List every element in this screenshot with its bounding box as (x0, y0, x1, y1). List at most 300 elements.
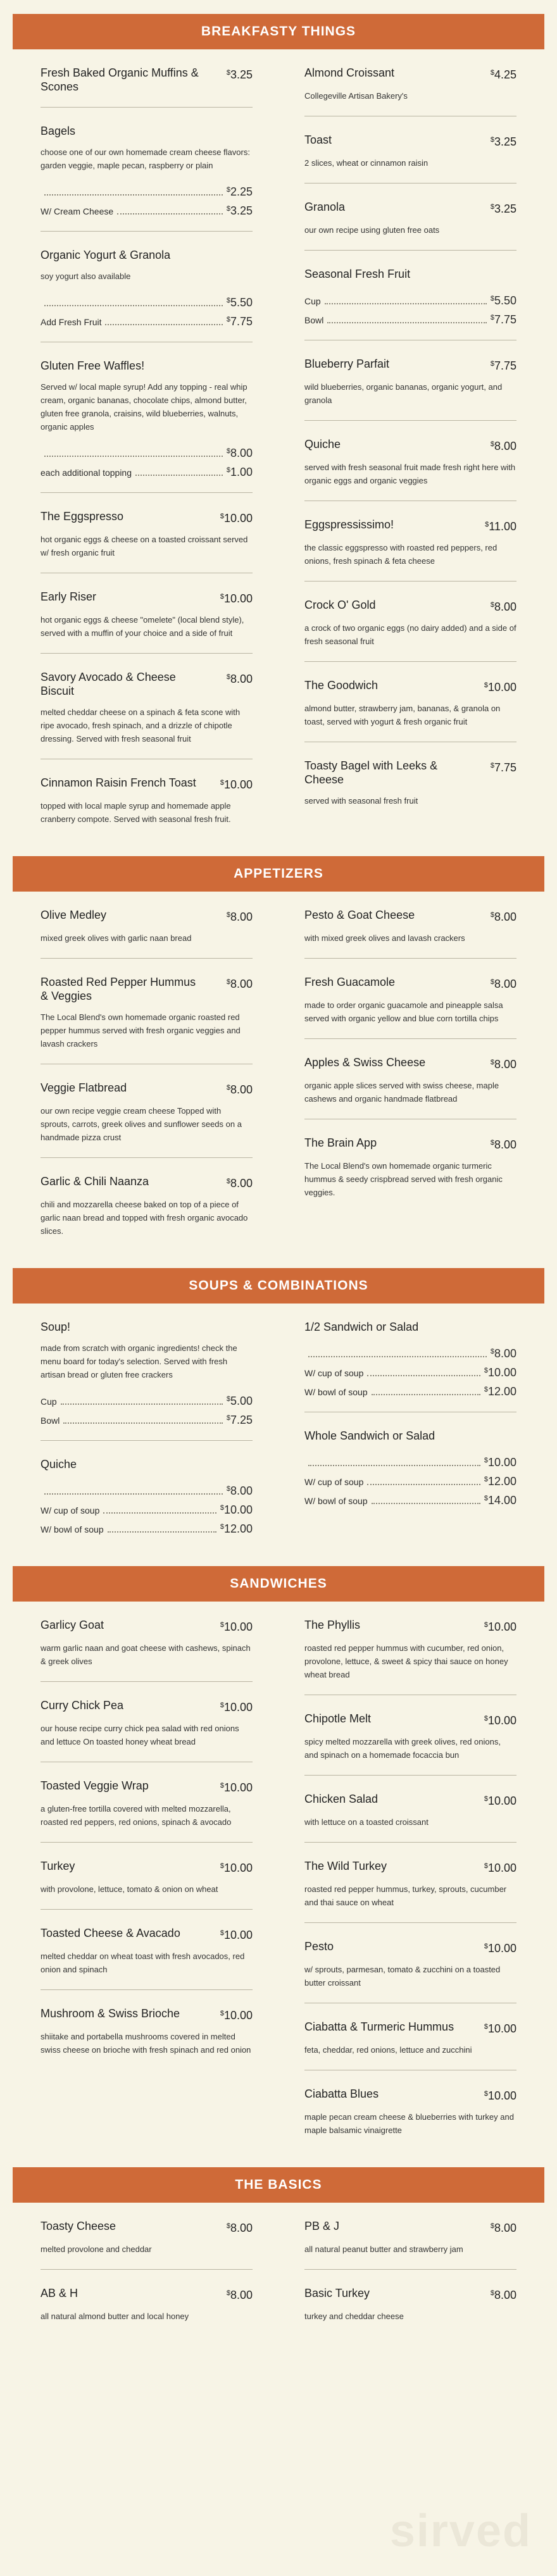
price-value: 10.00 (223, 512, 253, 525)
currency-symbol: $ (220, 1929, 224, 1937)
price-option (41, 445, 253, 460)
price-value: 10.00 (487, 1621, 516, 1633)
dot-leader (367, 1375, 480, 1376)
item-description: made from scratch with organic ingredients! check the menu board for today's selection. Served with fresh artisan bread or gluten free crackers (41, 1343, 237, 1379)
dot-leader (44, 1493, 223, 1495)
menu-item (304, 662, 516, 742)
menu-column-right (304, 2203, 516, 2337)
price (220, 2007, 253, 2022)
price-option (41, 464, 253, 479)
price (220, 1926, 253, 1942)
price-option (41, 1412, 253, 1427)
price-value: 10.00 (487, 1366, 516, 1379)
price-value: 8.00 (230, 1083, 253, 1096)
item-name: Veggie Flatbread (41, 1081, 127, 1094)
section-header: BREAKFASTY THINGS (13, 14, 544, 49)
menu-item (41, 342, 253, 493)
menu-column-right (304, 892, 516, 1252)
price-value: 8.00 (230, 2222, 253, 2234)
price (491, 133, 516, 149)
currency-symbol: $ (220, 1702, 224, 1709)
section-columns (0, 2203, 557, 2337)
currency-symbol: $ (226, 297, 230, 304)
item-name: Eggspressissimo! (304, 518, 394, 531)
currency-symbol: $ (226, 186, 230, 194)
price-value: 8.00 (494, 2289, 516, 2301)
menu-column-left (41, 1602, 253, 2151)
option-label: W/ bowl of soup (304, 1496, 368, 1506)
menu-item (41, 892, 253, 959)
item-description: mixed greek olives with garlic naan bread (41, 933, 192, 943)
menu-item (41, 1304, 253, 1441)
menu-item (304, 340, 516, 421)
currency-symbol: $ (220, 1504, 224, 1512)
price (484, 1454, 516, 1469)
price-option (41, 1502, 253, 1517)
item-description: organic apple slices served with swiss cheese, maple cashews and organic handmade flatbread (304, 1081, 499, 1104)
menu-column-right (304, 49, 516, 840)
option-label: each additional topping (41, 468, 132, 478)
item-name: Toasted Cheese & Avacado (41, 1927, 180, 1939)
price (491, 292, 516, 307)
dot-leader (308, 1356, 487, 1357)
price-value: 10.00 (223, 1929, 253, 1941)
currency-symbol: $ (484, 1457, 488, 1464)
item-description: The Local Blend's own homemade organic roasted red pepper hummus served with fresh organic veggies and lavash crackers (41, 1012, 241, 1048)
item-name: Organic Yogurt & Granola (41, 249, 171, 261)
price-value: 8.00 (230, 1484, 253, 1497)
item-name: Gluten Free Waffles! (41, 359, 145, 372)
item-description: with mixed greek olives and lavash crackers (304, 933, 465, 943)
item-description: all natural peanut butter and strawberry jam (304, 2244, 463, 2254)
price (485, 518, 516, 533)
menu-item (304, 1923, 516, 2003)
price-value: 8.00 (494, 911, 516, 923)
price (491, 200, 516, 216)
item-name: 1/2 Sandwich or Salad (304, 1321, 419, 1333)
price-option (41, 1483, 253, 1498)
price-value: 8.00 (494, 1347, 516, 1360)
item-name: Curry Chick Pea (41, 1699, 124, 1712)
menu-item (304, 1695, 516, 1776)
currency-symbol: $ (226, 1084, 230, 1092)
currency-symbol: $ (226, 447, 230, 455)
currency-symbol: $ (484, 1495, 488, 1502)
item-name: Toasty Bagel with Leeks & Cheese (304, 759, 438, 786)
item-description: roasted red pepper hummus with cucumber, red onion, provolone, lettuce, & sweet & spicy thai sauce on honey wheat bread (304, 1643, 508, 1679)
price (227, 313, 253, 328)
price-value: 5.00 (230, 1395, 253, 1407)
menu-item (41, 2203, 253, 2270)
item-description: the classic eggspresso with roasted red peppers, red onions, fresh spinach & feta cheese (304, 543, 498, 566)
item-description: made to order organic guacamole and pineapple salsa served with organic yellow and blue corn tortilla chips (304, 1000, 503, 1023)
price-option (304, 292, 516, 308)
menu-item (41, 1843, 253, 1910)
price (220, 776, 253, 792)
currency-symbol: $ (490, 440, 494, 448)
price (227, 1393, 253, 1407)
price-value: 8.00 (494, 2222, 516, 2234)
price-option (304, 1345, 516, 1360)
price (491, 2286, 516, 2302)
item-name: Cinnamon Raisin French Toast (41, 776, 196, 789)
menu-item (304, 892, 516, 959)
price-option (41, 313, 253, 328)
price-value: 10.00 (223, 1701, 253, 1714)
currency-symbol: $ (484, 1476, 488, 1483)
item-description: hot organic eggs & cheese on a toasted croissant served w/ fresh organic fruit (41, 535, 248, 557)
dot-leader (327, 322, 486, 323)
price-value: 3.25 (230, 204, 253, 217)
item-description: a crock of two organic eggs (no dairy added) and a side of fresh seasonal fruit (304, 623, 516, 646)
dot-leader (135, 475, 223, 476)
item-name: The Goodwich (304, 679, 379, 692)
price-value: 10.00 (487, 1795, 516, 1807)
price-value: 10.00 (223, 1862, 253, 1874)
price (484, 2020, 516, 2036)
price-value: 7.75 (494, 761, 516, 774)
dot-leader (325, 303, 487, 304)
dot-leader (308, 1465, 480, 1466)
menu-item (41, 573, 253, 654)
currency-symbol: $ (490, 2289, 494, 2297)
option-label: W/ cup of soup (304, 1477, 364, 1487)
watermark: sirved (389, 2506, 532, 2556)
menu-item (304, 1304, 516, 1412)
item-description: choose one of our own homemade cream cheese flavors: garden veggie, maple pecan, raspberry or plain (41, 147, 250, 170)
section-columns (0, 49, 557, 840)
currency-symbol: $ (220, 1782, 224, 1789)
item-description: soy yogurt also available (41, 271, 131, 281)
dot-leader (367, 1484, 480, 1485)
item-name: Basic Turkey (304, 2287, 370, 2299)
item-description: with provolone, lettuce, tomato & onion on wheat (41, 1884, 218, 1894)
currency-symbol: $ (220, 1862, 224, 1870)
price-option (304, 1454, 516, 1469)
price (491, 1055, 516, 1071)
dot-leader (44, 456, 223, 457)
currency-symbol: $ (226, 205, 230, 213)
price-value: 1.00 (230, 466, 253, 478)
price-value: 10.00 (487, 1456, 516, 1469)
item-description: roasted red pepper hummus, turkey, sprouts, cucumber and thai sauce on wheat (304, 1884, 507, 1907)
item-description: warm garlic naan and goat cheese with cashews, spinach & greek olives (41, 1643, 251, 1666)
item-name: Early Riser (41, 590, 97, 603)
price (220, 1859, 253, 1875)
price (227, 202, 253, 217)
price-value: 8.00 (230, 1177, 253, 1190)
item-description: a gluten-free tortilla covered with melted mozzarella, roasted red peppers, red onions, spinach & avocado (41, 1804, 232, 1827)
item-name: Quiche (41, 1458, 77, 1471)
price (484, 1492, 516, 1507)
price-value: 8.00 (494, 978, 516, 990)
price (227, 2219, 253, 2235)
item-description: hot organic eggs & cheese "omelete" (local blend style), served with a muffin of your choice and a side of fruit (41, 615, 244, 638)
currency-symbol: $ (490, 762, 494, 769)
price (227, 975, 253, 991)
price-value: 3.25 (230, 68, 253, 81)
item-description: melted cheddar on wheat toast with fresh avocados, red onion and spinach (41, 1951, 245, 1974)
price-value: 10.00 (487, 2089, 516, 2102)
option-label: Bowl (41, 1416, 60, 1426)
price (227, 670, 253, 686)
item-description: melted cheddar cheese on a spinach & feta scone with ripe avocado, fresh spinach, and a drizzle of chipotle dressing. Served with fresh seasonal fruit (41, 707, 241, 744)
price-value: 8.00 (494, 440, 516, 452)
price-value: 12.00 (487, 1385, 516, 1398)
price-value: 10.00 (487, 2022, 516, 2035)
currency-symbol: $ (484, 1386, 488, 1393)
menu-item (304, 49, 516, 116)
option-label: Add Fresh Fruit (41, 317, 102, 327)
option-label: W/ bowl of soup (41, 1524, 104, 1534)
item-name: Garlicy Goat (41, 1619, 104, 1631)
item-description: The Local Blend's own homemade organic turmeric hummus & seedy crispbread served with fresh organic veggies. (304, 1161, 503, 1197)
menu-column-left (41, 1304, 253, 1550)
item-name: Soup! (41, 1321, 71, 1333)
currency-symbol: $ (490, 360, 494, 368)
price (227, 445, 253, 459)
menu-item (304, 116, 516, 184)
price-option (304, 1383, 516, 1398)
price-value: 10.00 (223, 1781, 253, 1794)
item-description: our own recipe using gluten free oats (304, 225, 440, 235)
price (227, 464, 253, 478)
price-option (41, 1393, 253, 1408)
price-value: 2.25 (230, 185, 253, 198)
item-description: w/ sprouts, parmesan, tomato & zucchini on a toasted butter croissant (304, 1965, 501, 1988)
price (227, 294, 253, 309)
item-name: Bagels (41, 125, 76, 137)
price (227, 1483, 253, 1497)
menu-item (41, 493, 253, 573)
price (484, 1939, 516, 1955)
price (491, 1136, 516, 1152)
price (491, 66, 516, 82)
item-name: Seasonal Fresh Fruit (304, 268, 411, 280)
price-value: 3.25 (494, 202, 516, 215)
item-name: AB & H (41, 2287, 78, 2299)
dot-leader (103, 1512, 216, 1514)
item-name: Garlic & Chili Naanza (41, 1175, 149, 1188)
price (227, 66, 253, 82)
currency-symbol: $ (490, 911, 494, 919)
price (491, 975, 516, 991)
currency-symbol: $ (490, 1059, 494, 1066)
item-name: Fresh Guacamole (304, 976, 396, 988)
currency-symbol: $ (490, 295, 494, 302)
menu-column-left (41, 49, 253, 840)
currency-symbol: $ (490, 1348, 494, 1355)
menu-item (304, 1843, 516, 1923)
item-name: Fresh Baked Organic Muffins & Scones (41, 66, 199, 93)
currency-symbol: $ (226, 911, 230, 919)
item-name: Ciabatta Blues (304, 2088, 379, 2100)
price-value: 7.75 (494, 359, 516, 372)
price (491, 2219, 516, 2235)
dot-leader (61, 1403, 223, 1405)
item-description: all natural almond butter and local honey (41, 2312, 189, 2321)
price-option (304, 1473, 516, 1488)
price-value: 8.00 (230, 673, 253, 685)
currency-symbol: $ (226, 1395, 230, 1403)
item-description: shiitake and portabella mushrooms covered in melted swiss cheese on brioche with fresh spinach and red onion (41, 2032, 251, 2055)
menu-item (304, 1776, 516, 1843)
option-label: W/ Cream Cheese (41, 206, 114, 216)
item-name: Blueberry Parfait (304, 358, 390, 370)
price-value: 10.00 (223, 1503, 253, 1516)
price-value: 10.00 (223, 778, 253, 791)
currency-symbol: $ (490, 1139, 494, 1147)
price-value: 10.00 (487, 1862, 516, 1874)
currency-symbol: $ (484, 2090, 488, 2098)
item-name: Chipotle Melt (304, 1712, 372, 1725)
item-name: Olive Medley (41, 909, 107, 921)
price (220, 509, 253, 525)
item-name: Crock O' Gold (304, 599, 376, 611)
section-columns (0, 1602, 557, 2151)
price (484, 1473, 516, 1488)
price-value: 10.00 (487, 1714, 516, 1727)
price (220, 1502, 253, 1516)
menu-column-left (41, 2203, 253, 2337)
section-header: THE BASICS (13, 2167, 544, 2203)
item-description: 2 slices, wheat or cinnamon raisin (304, 158, 429, 168)
price-value: 8.00 (494, 600, 516, 613)
price-value: 12.00 (487, 1475, 516, 1488)
menu-item (41, 1762, 253, 1843)
price (220, 1521, 253, 1535)
price-option (41, 1521, 253, 1536)
currency-symbol: $ (226, 69, 230, 77)
menu-item (304, 2270, 516, 2337)
item-name: The Eggspresso (41, 510, 124, 523)
price (220, 1779, 253, 1795)
currency-symbol: $ (220, 2010, 224, 2017)
menu-item (304, 2070, 516, 2151)
currency-symbol: $ (490, 314, 494, 321)
menu-item (304, 251, 516, 340)
item-name: Chicken Salad (304, 1793, 379, 1805)
currency-symbol: $ (226, 673, 230, 681)
price (220, 590, 253, 606)
menu-item (41, 1990, 253, 2070)
menu-item (304, 501, 516, 582)
item-name: Granola (304, 201, 346, 213)
price-value: 8.00 (494, 1058, 516, 1071)
item-name: The Wild Turkey (304, 1860, 387, 1872)
section-header: SOUPS & COMBINATIONS (13, 1268, 544, 1304)
dot-leader (63, 1422, 222, 1424)
item-description: feta, cheddar, red onions, lettuce and zucchini (304, 2045, 472, 2055)
menu-item (304, 1602, 516, 1695)
price-option (304, 311, 516, 327)
currency-symbol: $ (220, 779, 224, 787)
currency-symbol: $ (226, 466, 230, 474)
currency-symbol: $ (226, 1485, 230, 1493)
currency-symbol: $ (490, 2222, 494, 2230)
price-value: 5.50 (494, 294, 516, 307)
section-columns (0, 892, 557, 1252)
price (491, 908, 516, 924)
price-value: 8.00 (230, 447, 253, 459)
price (484, 2087, 516, 2103)
currency-symbol: $ (484, 2023, 488, 2031)
item-name: Pesto (304, 1940, 334, 1953)
menu-item (304, 959, 516, 1039)
item-description: our own recipe veggie cream cheese Topped with sprouts, carrots, greek olives and sunflower seeds on a handmade pizza crust (41, 1106, 242, 1142)
price-value: 12.00 (223, 1522, 253, 1535)
menu-item (41, 1441, 253, 1550)
price-value: 5.50 (230, 296, 253, 309)
item-name: Roasted Red Pepper Hummus & Veggies (41, 976, 196, 1002)
item-name: Toasted Veggie Wrap (41, 1779, 149, 1792)
menu-item (41, 654, 253, 759)
price-value: 10.00 (223, 592, 253, 605)
menu-item (41, 1158, 253, 1252)
item-name: Quiche (304, 438, 341, 451)
currency-symbol: $ (220, 1523, 224, 1531)
price-value: 10.00 (487, 1942, 516, 1955)
currency-symbol: $ (226, 1414, 230, 1422)
price (491, 437, 516, 453)
menu-item (41, 959, 253, 1064)
item-name: The Brain App (304, 1136, 377, 1149)
currency-symbol: $ (226, 316, 230, 323)
item-description: served with seasonal fresh fruit (304, 796, 418, 806)
currency-symbol: $ (220, 593, 224, 600)
dot-leader (105, 324, 222, 325)
price-value: 7.75 (230, 315, 253, 328)
currency-symbol: $ (226, 2222, 230, 2230)
currency-symbol: $ (484, 1795, 488, 1803)
menu-item (304, 2203, 516, 2270)
currency-symbol: $ (490, 203, 494, 211)
price-value: 8.00 (230, 911, 253, 923)
menu-item (41, 759, 253, 840)
currency-symbol: $ (484, 1943, 488, 1950)
price (491, 759, 516, 775)
menu-item (41, 1064, 253, 1158)
price-value: 8.00 (230, 2289, 253, 2301)
option-label: Cup (41, 1397, 57, 1407)
currency-symbol: $ (226, 978, 230, 986)
currency-symbol: $ (484, 681, 488, 689)
item-description: chili and mozzarella cheese baked on top of a piece of garlic naan bread and topped with fresh organic avocado slices. (41, 1200, 248, 1236)
price-value: 4.25 (494, 68, 516, 81)
price-value: 3.25 (494, 135, 516, 148)
price (227, 1174, 253, 1190)
item-description: with lettuce on a toasted croissant (304, 1817, 429, 1827)
price (220, 1618, 253, 1634)
price-value: 11.00 (489, 520, 516, 533)
currency-symbol: $ (220, 1621, 224, 1629)
price-option (41, 202, 253, 218)
dot-leader (44, 305, 223, 306)
price (491, 598, 516, 614)
currency-symbol: $ (485, 521, 489, 528)
price (484, 1859, 516, 1875)
menu-item (41, 108, 253, 232)
price-value: 10.00 (223, 2009, 253, 2022)
menu-item (304, 582, 516, 662)
price (491, 357, 516, 373)
price-option (304, 1364, 516, 1379)
option-label: W/ bowl of soup (304, 1387, 368, 1397)
menu-item (41, 1910, 253, 1990)
menu-item (304, 1119, 516, 1213)
item-name: PB & J (304, 2220, 340, 2232)
item-name: Apples & Swiss Cheese (304, 1056, 426, 1069)
